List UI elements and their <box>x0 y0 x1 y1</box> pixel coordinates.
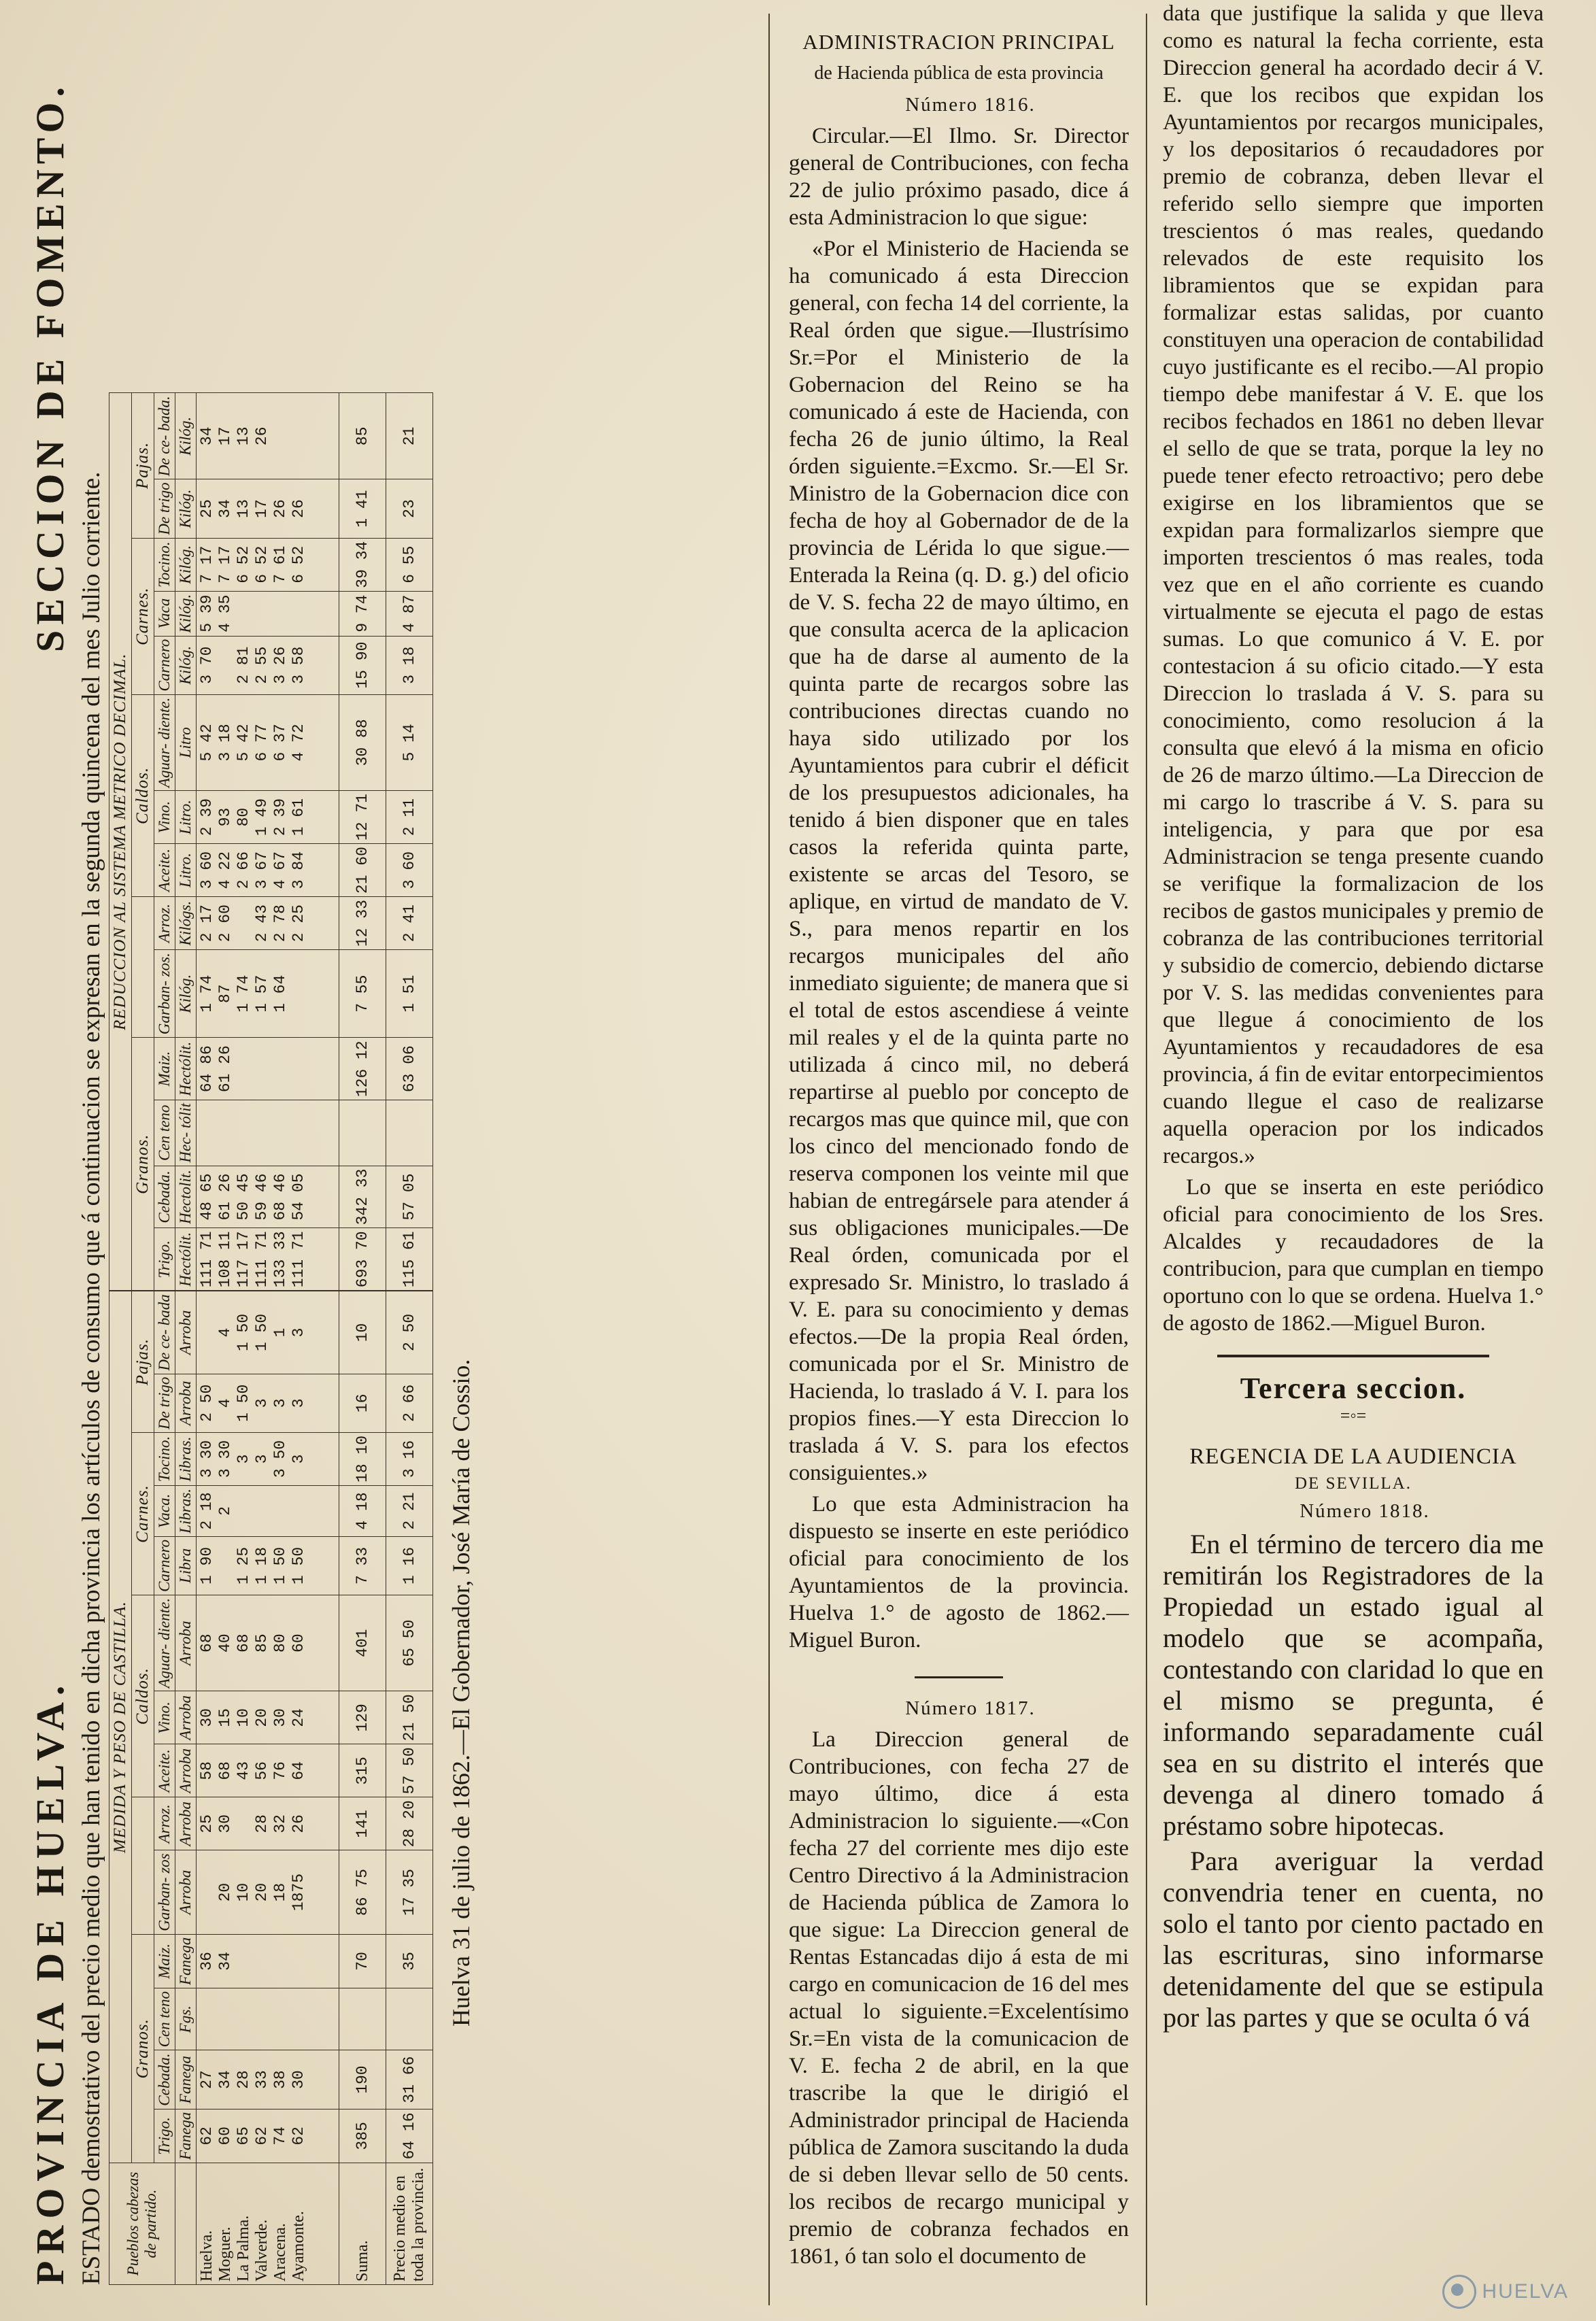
tables-row <box>109 41 433 2285</box>
decimal-col-unit: Kilóg. <box>175 591 197 636</box>
decimal-average-cell: 21 <box>386 393 433 479</box>
town-name: Aracena. <box>271 2223 289 2282</box>
decimal-col-unit: Kilóg. <box>175 636 197 694</box>
castilla-col-name: De trigo <box>154 1374 175 1432</box>
castilla-average-cell: 65 50 <box>386 1595 433 1691</box>
castilla-suma-cell: 4 18 <box>339 1485 386 1536</box>
decimal-col-unit: Hectólit. <box>175 1038 197 1100</box>
decimal-col-unit: Kilóg. <box>175 479 197 538</box>
decimal-col-name: Aguar- diente. <box>154 694 175 790</box>
archive-logo-icon <box>1442 2275 1476 2309</box>
castilla-col-unit: Arroba <box>175 1595 197 1691</box>
decimal-average-cell <box>386 1100 433 1166</box>
regencia-heading: REGENCIA DE LA AUDIENCIA <box>1189 1444 1517 1469</box>
castilla-group-pajas: Pajas. <box>132 1291 154 1433</box>
averiguar-paragraph: Para averiguar la verdad convendria tener en cuenta, no solo el tanto por ciento pactado en las escrituras, sino informarse detenidamente del que se estipula por las partes y que se oculta ó vá <box>1163 1846 1544 2033</box>
castilla-col-name: Vino. <box>154 1691 175 1744</box>
decimal-col-name: Carnero <box>154 636 175 694</box>
castilla-value-cell: 68 40 68 85 80 60 <box>197 1595 339 1691</box>
castilla-col-unit: Fgs. <box>175 1988 197 2050</box>
decimal-suma-cell: 126 12 <box>339 1038 386 1100</box>
castilla-group-granos: Granos. <box>132 1934 154 2163</box>
province-title: PROVINCIA DE HUELVA. <box>28 1678 72 2285</box>
decimal-col-unit: Litro. <box>175 791 197 844</box>
castilla-col-name: Aceite. <box>154 1744 175 1797</box>
castilla-title: MEDIDA Y PESO DE CASTILLA. <box>109 1291 132 2163</box>
decimal-value-cell: 25 34 13 17 26 26 <box>197 479 339 538</box>
castilla-suma-cell: 86 75 <box>339 1850 386 1934</box>
decimal-col-name: Aceite. <box>154 844 175 897</box>
castilla-suma-cell: 141 <box>339 1797 386 1850</box>
governor-signature: Huelva 31 de julio de 1862.—El Gobernador, José María de Cossio. <box>447 1359 475 2027</box>
castilla-average-cell: 28 20 <box>386 1797 433 1850</box>
suma-label: Suma. <box>339 2163 386 2285</box>
regencia-body <box>1163 1529 1544 2033</box>
castilla-average-cell: 3 16 <box>386 1432 433 1485</box>
castilla-value-cell: 27 34 28 33 38 30 <box>197 2050 339 2109</box>
direccion-paragraph: La Direccion general de Contribuciones, con fecha 27 de mayo último, dice á esta Administracion lo siguiente.—«Con fecha 27 del corriente mes dijo este Centro Directivo á la Administracion de Hacienda pública de Zamora lo que sigue: La Direccion general de Rentas Estancadas dijo á esta de mi cargo en comunicacion de 16 del mes actual lo siguiente.=Excelentísimo Sr.=En vista de la comunicacion de V. E. fecha 2 de abril, en la que trascribe la que le dirigió el Administrador principal de Hacienda pública de Zamora suscitando la duda de si deben llevar sello de 50 cents. los recibos de recargo municipal y premio de cobranza fechados en 1861, ó tan solo el documento de <box>789 1727 1129 2269</box>
table-header <box>27 41 73 2285</box>
castilla-suma-cell: 10 <box>339 1291 386 1374</box>
decimal-value-cell: 2 17 2 60 2 43 2 78 2 25 <box>197 897 339 950</box>
castilla-group-caldos: Caldos. <box>132 1595 154 1797</box>
castilla-col-name: Tocino. <box>154 1432 175 1485</box>
decimal-col-unit: Kilóg. <box>175 538 197 591</box>
text-column-1 <box>789 0 1129 2274</box>
decimal-average-cell: 3 60 <box>386 844 433 897</box>
decimal-average-cell: 4 87 <box>386 591 433 636</box>
castilla-suma-cell: 70 <box>339 1934 386 1988</box>
castilla-value-cell: 1 90 1 25 1 18 1 50 1 50 <box>197 1536 339 1595</box>
town-list <box>197 2163 339 2285</box>
table-row <box>386 393 433 1291</box>
castilla-value-cell: 2 50 4 1 50 3 3 3 <box>197 1374 339 1432</box>
table-row <box>197 1291 339 2285</box>
castilla-suma-cell: 190 <box>339 2050 386 2109</box>
decimal-col-unit: Litro. <box>175 844 197 897</box>
castilla-value-cell: 3 30 3 30 3 3 3 50 3 <box>197 1432 339 1485</box>
table-subtitle-text: ESTADO demostrativo del precio medio que han tenido en dicha provincia los artículos de consumo que á continuacion se expresan en la segunda quincena del mes Julio corriente. <box>78 471 105 2285</box>
section-divider <box>1217 1355 1489 1357</box>
castilla-col-unit: Fanega <box>175 2109 197 2163</box>
castilla-col-unit: Fanega <box>175 1934 197 1988</box>
castilla-col-unit: Arroba <box>175 1850 197 1934</box>
price-table-section <box>20 14 762 2305</box>
castilla-suma-cell: 18 10 <box>339 1432 386 1485</box>
castilla-col-name: Cen teno <box>154 1988 175 2050</box>
castilla-col-name: Arroz. <box>154 1797 175 1850</box>
castilla-col-unit: Arroba <box>175 1797 197 1850</box>
decimal-col-name: Arroz. <box>154 897 175 950</box>
castilla-col-unit: Arroba <box>175 1291 197 1374</box>
number-1816: Número 1816. <box>905 94 1036 116</box>
decimal-col-name: Cebada. <box>154 1166 175 1228</box>
average-label: Precio medio en toda la provincia. <box>386 2163 433 2285</box>
decimal-suma-cell: 9 74 <box>339 591 386 636</box>
archive-stamp-text: HUELVA <box>1482 2280 1569 2303</box>
decimal-value-cell: 1 74 87 1 74 1 57 1 64 <box>197 950 339 1038</box>
decimal-col-name: Vaca <box>154 591 175 636</box>
castilla-suma-cell: 129 <box>339 1691 386 1744</box>
castilla-average-cell: 57 50 <box>386 1744 433 1797</box>
town-name: Huelva. <box>198 2230 216 2282</box>
decimal-col-name: Vino. <box>154 791 175 844</box>
continuation-paragraph: data que justifique la salida y que lleva como es natural la fecha corriente, esta Direccion general ha acordado decir á V. E. que los recibos que expidan los Ayuntamientos por recargos municipales, y los depositarios ó recaudadores por premio de cobranza, deben llevar el referido sello siempre que importen trescientos ó mas reales, quedando relevados de este requisito los libramientos que se expidan para formalizar estas salidas, por cuanto constituyen una operacion de contabilidad cuyo justificante es el recibo.—Al propio tiempo debe manifestar á V. E. que los recibos fechados en 1861 no deben llevar el sello de que se trata, porque la ley no puede tener efecto retroactivo; pero debe exigirse en los libramientos que se expidan para formalizarlos siempre que importen trescientos ó mas reales, toda vez que en el año corriente es cuando virtualmente se ejecuta el pago de estas sumas. Lo que comunico á V. E. por contestacion á su oficio citado.—Y esta Direccion lo traslada á V. S. para su conocimiento, como resolucion á la consulta que elevó á la misma en oficio de 26 de marzo último.—La Direccion de mi cargo lo trascribe á V. S. para su inteligencia, y para que por esa Administracion se tenga presente cuando se verifique la formalizacion de los recibos de gastos municipales y premio de cobranza de las contribuciones territorial y subsidio de comercio, debiendo dictarse por V. S. las medidas convenientes para que llegue á conocimiento de los Ayuntamientos y recaudadores de esa provincia, á fin de evitar entorpecimientos cuando llegue el caso de realizarse aquella operacion por los indicados recargos.» <box>1163 1 1544 1168</box>
decimal-col-name: Maiz. <box>154 1038 175 1100</box>
decimal-average-cell: 57 05 <box>386 1166 433 1228</box>
decimal-col-unit: Kilóg. <box>175 950 197 1038</box>
tercera-seccion-title: Tercera seccion. <box>1240 1372 1467 1405</box>
castilla-average-cell: 2 50 <box>386 1291 433 1374</box>
decimal-col-unit: Hec- tólit <box>175 1100 197 1166</box>
decimal-average-cell: 5 14 <box>386 694 433 790</box>
short-divider-1 <box>789 1658 1129 1685</box>
decimal-value-cell: 3 60 4 22 2 66 3 67 4 67 3 84 <box>197 844 339 897</box>
decimal-average-cell: 6 55 <box>386 538 433 591</box>
castilla-average-cell: 2 21 <box>386 1485 433 1536</box>
table-subtitle <box>77 41 106 2285</box>
text-column-2 <box>1163 0 1544 2037</box>
real-orden-paragraph: «Por el Ministerio de Hacienda se ha comunicado á esta Direccion general, con fecha 14 del corriente, la Real órden que sigue.—Ilustrísimo Sr.=Por el Ministerio de la Gobernacion del Reino se ha comunicado á este de Hacienda, con fecha 26 de junio último, la Real órden siguiente.=Excmo. Sr.—El Sr. Ministro de la Gobernacion dice con fecha de hoy al Gobernador de de la provincia de Lérida lo que sigue.—Enterada la Reina (q. D. g.) del oficio de V. S. fecha 22 de mayo último, en que consulta acerca de la aplicacion que ha de darse al aumento de la quinta parte de recargos sobre las contribuciones directas cuando no haya sido utilizado por los Ayuntamientos para cubrir el déficit de los presupuestos adicionales, ha tenido á bien disponer que en tales casos la referida quinta parte, existente se arcas del Tesoro, se aplique, en virtud de mandato de V. S., para menos repartir en los recargos municipales del año inmediato siguiente; de manera que si el total de estos ascendiese á veinte mil reales y el de la quinta parte no utilizada á cinco mil, no deberá repartirse al pueblo por concepto de recargos mas que quince mil, que con los cinco del mencionado fondo de reserva componen los veinte mil que habian de entregársele para atender á sus obligaciones municipales.—De Real órden, comunicada por el expresado Sr. Ministro, lo traslado á V. E. para su conocimiento y demas efectos.—De la propia Real órden, comunicada por el Sr. Ministro de Hacienda, lo traslado á V. I. para los propios fines.—Y esta Direccion lo traslada á V. S. para los efectos consiguientes.» <box>789 237 1129 1485</box>
castilla-col-name: Vaca. <box>154 1485 175 1536</box>
castilla-suma-cell: 401 <box>339 1595 386 1691</box>
decimal-suma-cell: 21 60 <box>339 844 386 897</box>
decimal-suma-cell: 693 70 <box>339 1228 386 1291</box>
decimal-col-name: De ce- bada. <box>154 393 175 479</box>
decimal-value-cell: 5 42 3 18 5 42 6 77 6 37 4 72 <box>197 694 339 790</box>
decimal-col-name: Tocino. <box>154 538 175 591</box>
decimal-group-granos: Granos. <box>132 1038 154 1291</box>
decimal-group-carnes: Carnes. <box>132 538 154 694</box>
decimal-value-cell: 34 17 13 26 <box>197 393 339 479</box>
castilla-value-cell: 4 1 50 1 50 1 3 <box>197 1291 339 1374</box>
ornament: =◦= <box>1340 1406 1367 1425</box>
decimal-suma-cell <box>339 1100 386 1166</box>
castilla-value-cell: 30 15 10 20 30 24 <box>197 1691 339 1744</box>
castilla-average-cell: 1 16 <box>386 1536 433 1595</box>
row-header: Pueblos cabezas de partido. <box>109 2163 175 2285</box>
castilla-col-name: Aguar- diente. <box>154 1595 175 1691</box>
decimal-suma-cell: 1 41 <box>339 479 386 538</box>
decimal-suma-cell: 85 <box>339 393 386 479</box>
decimal-average-cell: 115 61 <box>386 1228 433 1291</box>
castilla-average-cell: 17 35 <box>386 1850 433 1934</box>
castilla-col-name: Carnero <box>154 1536 175 1595</box>
decimal-col-name: Trigo. <box>154 1228 175 1291</box>
registradores-paragraph: En el término de tercero dia me remitirán los Registradores de la Propiedad un estado igual al modelo que se acompaña, contestando con claridad lo que en el mismo se pregunta, é informando separadamente cuál sea en su distrito el interés que devenga al dinero tomado á préstamo sobre hipotecas. <box>1163 1529 1544 1841</box>
castilla-col-unit: Libra <box>175 1536 197 1595</box>
castilla-average-cell: 21 50 <box>386 1691 433 1744</box>
castilla-group-carnes: Carnes. <box>132 1432 154 1595</box>
decimal-value-cell <box>197 1100 339 1166</box>
town-name: La Palma. <box>235 2215 252 2282</box>
decimal-col-unit: Kilógs. <box>175 897 197 950</box>
decimal-value-cell: 48 65 61 26 50 45 59 46 68 46 54 05 <box>197 1166 339 1228</box>
table-row <box>339 393 386 1291</box>
decimal-suma-cell: 7 55 <box>339 950 386 1038</box>
decimal-average-cell: 1 51 <box>386 950 433 1038</box>
castilla-col-name: Garban- zos <box>154 1850 175 1934</box>
column-rule-1 <box>768 14 770 2305</box>
decimal-value-cell: 64 86 61 26 <box>197 1038 339 1100</box>
castilla-suma-cell <box>339 1988 386 2050</box>
decimal-col-unit: Hectolit. <box>175 1166 197 1228</box>
castilla-col-name: De ce- bada <box>154 1291 175 1374</box>
table-row <box>197 393 339 1291</box>
castilla-col-unit: Arroba <box>175 1744 197 1797</box>
castilla-value-cell <box>197 1988 339 2050</box>
castilla-col-unit: Arroba <box>175 1691 197 1744</box>
town-name: Moguer. <box>216 2226 234 2282</box>
table-castilla <box>109 1291 433 2285</box>
decimal-value-cell: 111 71 108 11 117 17 111 71 133 33 111 71 <box>197 1228 339 1291</box>
decimal-col-name: Cen teno <box>154 1100 175 1166</box>
decimal-suma-cell: 30 88 <box>339 694 386 790</box>
castilla-suma-cell: 315 <box>339 1744 386 1797</box>
decimal-average-cell: 2 11 <box>386 791 433 844</box>
decimal-suma-cell: 342 33 <box>339 1166 386 1228</box>
decimal-suma-cell: 15 90 <box>339 636 386 694</box>
decimal-average-cell: 63 06 <box>386 1038 433 1100</box>
castilla-value-cell: 20 10 20 18 1875 <box>197 1850 339 1934</box>
table-decimal <box>109 392 433 1291</box>
castilla-suma-cell: 16 <box>339 1374 386 1432</box>
table-row <box>339 1291 386 2285</box>
decimal-suma-cell: 12 71 <box>339 791 386 844</box>
column-rule-2 <box>1146 14 1147 2305</box>
insertion-paragraph-1: Lo que esta Administracion ha dispuesto se inserte en este periódico oficial para conocimiento de los Ayuntamientos de la provincia. Huelva 1.° de agosto de 1862.—Miguel Buron. <box>789 1492 1129 1653</box>
decimal-value-cell: 7 17 7 17 6 52 6 52 7 61 6 52 <box>197 538 339 591</box>
rotated-table-block <box>20 14 762 2305</box>
decimal-average-cell: 3 18 <box>386 636 433 694</box>
sevilla-heading: DE SEVILLA. <box>1295 1474 1412 1493</box>
castilla-col-name: Maiz. <box>154 1934 175 1988</box>
decimal-suma-cell: 39 34 <box>339 538 386 591</box>
castilla-suma-cell: 385 <box>339 2109 386 2163</box>
castilla-average-cell: 64 16 <box>386 2109 433 2163</box>
castilla-col-name: Cebada. <box>154 2050 175 2109</box>
castilla-average-cell: 35 <box>386 1934 433 1988</box>
decimal-value-cell: 2 39 93 80 1 49 2 39 1 61 <box>197 791 339 844</box>
archive-stamp <box>1442 2275 1569 2309</box>
castilla-suma-cell: 7 33 <box>339 1536 386 1595</box>
castilla-value-cell: 62 60 65 62 74 62 <box>197 2109 339 2163</box>
castilla-col-name: Trigo. <box>154 2109 175 2163</box>
table-row <box>386 1291 433 2285</box>
castilla-value-cell: 58 68 43 56 76 64 <box>197 1744 339 1797</box>
admin-subheading: de Hacienda pública de esta provincia <box>814 63 1104 84</box>
castilla-col-unit: Libras. <box>175 1432 197 1485</box>
decimal-group-pajas: Pajas. <box>132 393 154 538</box>
admin-heading: ADMINISTRACION PRINCIPAL <box>802 30 1115 54</box>
castilla-average-cell: 31 66 <box>386 2050 433 2109</box>
decimal-suma-cell: 12 33 <box>339 897 386 950</box>
castilla-value-cell: 25 30 28 32 26 <box>197 1797 339 1850</box>
castilla-value-cell: 36 34 <box>197 1934 339 1988</box>
decimal-group-caldos: Caldos. <box>132 694 154 896</box>
decimal-title: REDUCCION AL SISTEMA METRICO DECIMAL. <box>109 393 132 1291</box>
number-1817: Número 1817. <box>905 1697 1036 1719</box>
decimal-average-cell: 23 <box>386 479 433 538</box>
circular-paragraph: Circular.—El Ilmo. Sr. Director general de Contribuciones, con fecha 22 de julio próximo pasado, dice á esta Administracion lo que sigue: <box>789 124 1129 230</box>
castilla-value-cell: 2 18 2 <box>197 1485 339 1536</box>
insertion-paragraph-2: Lo que se inserta en este periódico oficial para conocimiento de los Sres. Alcaldes y recaudadores de la contribucion, para que cumplan en tiempo oportuno con lo que se ordena. Huelva 1.° de agosto de 1862.—Miguel Buron. <box>1163 1175 1544 1336</box>
castilla-col-unit: Arroba <box>175 1374 197 1432</box>
decimal-col-unit: Litro <box>175 694 197 790</box>
section-title: SECCION DE FOMENTO. <box>28 82 72 652</box>
castilla-average-cell <box>386 1988 433 2050</box>
castilla-average-cell: 2 66 <box>386 1374 433 1432</box>
decimal-col-name: Garban- zos. <box>154 950 175 1038</box>
castilla-col-unit: Libras. <box>175 1485 197 1536</box>
decimal-col-unit: Kilóg. <box>175 393 197 479</box>
decimal-col-name: De trigo <box>154 479 175 538</box>
decimal-value-cell: 5 39 4 35 <box>197 591 339 636</box>
number-1818: Número 1818. <box>1300 1500 1430 1522</box>
town-name: Valverde. <box>253 2219 271 2282</box>
decimal-value-cell: 3 70 2 81 2 55 3 26 3 58 <box>197 636 339 694</box>
town-name: Ayamonte. <box>290 2211 307 2282</box>
decimal-col-unit: Hectólit. <box>175 1228 197 1291</box>
decimal-average-cell: 2 41 <box>386 897 433 950</box>
castilla-col-unit: Fanega <box>175 2050 197 2109</box>
